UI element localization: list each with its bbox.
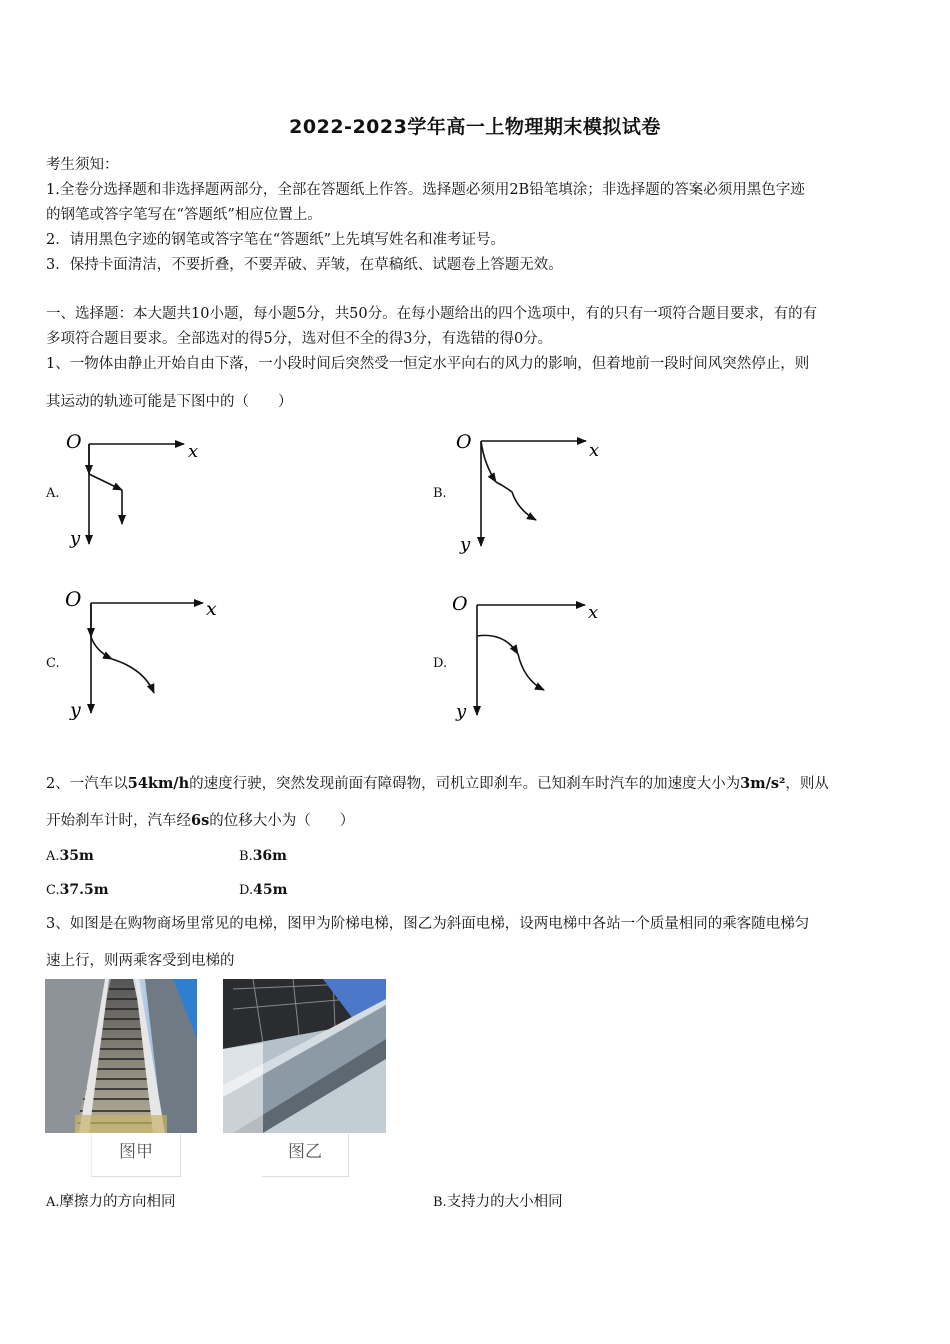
trajectory [112, 659, 154, 693]
y-axis-label: y [460, 534, 471, 555]
origin-label: O [65, 587, 82, 611]
question-3-stem: 3、如图是在购物商场里常见的电梯，图甲为阶梯电梯，图乙为斜面电梯，设两电梯中各站一个质量相同的乘客随电梯匀 [46, 916, 810, 932]
section-instructions: 一、选择题：本大题共10小题，每小题5分，共50分。在每小题给出的四个选项中，有的只有一项符合题目要求，有的有 [46, 306, 818, 322]
trajectory-diagram-a [56, 426, 216, 556]
section-instructions: 多项符合题目要求。全部选对的得5分，选对但不全的得3分，有选错的得0分。 [46, 331, 553, 347]
option-letter: D. [433, 656, 448, 671]
inclined-escalator-photo [223, 979, 386, 1133]
option-c: C.37.5m [46, 882, 109, 898]
option-d: D.45m [239, 882, 288, 898]
option-letter: B. [433, 486, 447, 501]
trajectory-diagram-d [448, 588, 618, 723]
x-axis-label: x [188, 441, 199, 462]
option-a: A.35m [46, 848, 94, 864]
trajectory-diagram-c [60, 585, 230, 720]
y-axis-label: y [456, 701, 467, 722]
trajectory [89, 474, 122, 490]
x-axis-label: x [588, 602, 599, 623]
origin-label: O [456, 431, 472, 453]
x-axis-label: x [206, 598, 217, 620]
y-axis-label: y [70, 528, 81, 549]
notice-heading: 考生须知： [46, 157, 119, 173]
question-1-stem: 其运动的轨迹可能是下图中的（ ） [46, 394, 293, 410]
trajectory [518, 654, 544, 690]
question-1-stem: 1、一物体由静止开始自由下落，一小段时间后突然受一恒定水平向右的风力的影响，但着地前一段时间风突然停止，则 [46, 356, 810, 372]
option-letter: A. [46, 486, 60, 501]
caption-figure-yi: 图乙 [262, 1134, 349, 1177]
trajectory [477, 635, 518, 654]
question-3-stem: 速上行，则两乘客受到电梯的 [46, 953, 235, 969]
trajectory [496, 482, 536, 520]
origin-label: O [452, 593, 468, 615]
trajectory [481, 441, 496, 482]
trajectory [91, 637, 112, 659]
origin-label: O [66, 431, 82, 453]
option-b: B.支持力的大小相同 [433, 1194, 563, 1210]
option-a: A.摩擦力的方向相同 [46, 1194, 176, 1210]
notice-item: 2．请用黑色字迹的钢笔或答字笔在“答题纸”上先填写姓名和准考证号。 [46, 232, 506, 248]
y-axis-label: y [70, 699, 81, 720]
question-2-stem: 开始刹车计时，汽车经6s的位移大小为（ ） [46, 812, 355, 829]
notice-item: 1.全卷分选择题和非选择题两部分，全部在答题纸上作答。选择题必须用2B铅笔填涂；非选择题的答案必须用黑色字迹 [46, 182, 805, 198]
option-letter: C. [46, 656, 60, 671]
notice-item: 3．保持卡面清洁，不要折叠，不要弄破、弄皱，在草稿纸、试题卷上答题无效。 [46, 257, 563, 273]
notice-item: 的钢笔或答字笔写在“答题纸”相应位置上。 [46, 207, 322, 223]
option-b: B.36m [239, 848, 287, 864]
trajectory-diagram-b [450, 426, 620, 556]
question-2-stem: 2、一汽车以54km/h的速度行驶，突然发现前面有障碍物，司机立即刹车。已知刹车时汽车的加速度大小为3m/s²，则从 [46, 775, 829, 792]
x-axis-label: x [589, 440, 600, 461]
page-title: 2022-2023学年高一上物理期末模拟试卷 [289, 116, 661, 138]
caption-figure-jia: 图甲 [91, 1134, 181, 1177]
stair-escalator-photo [45, 979, 197, 1133]
